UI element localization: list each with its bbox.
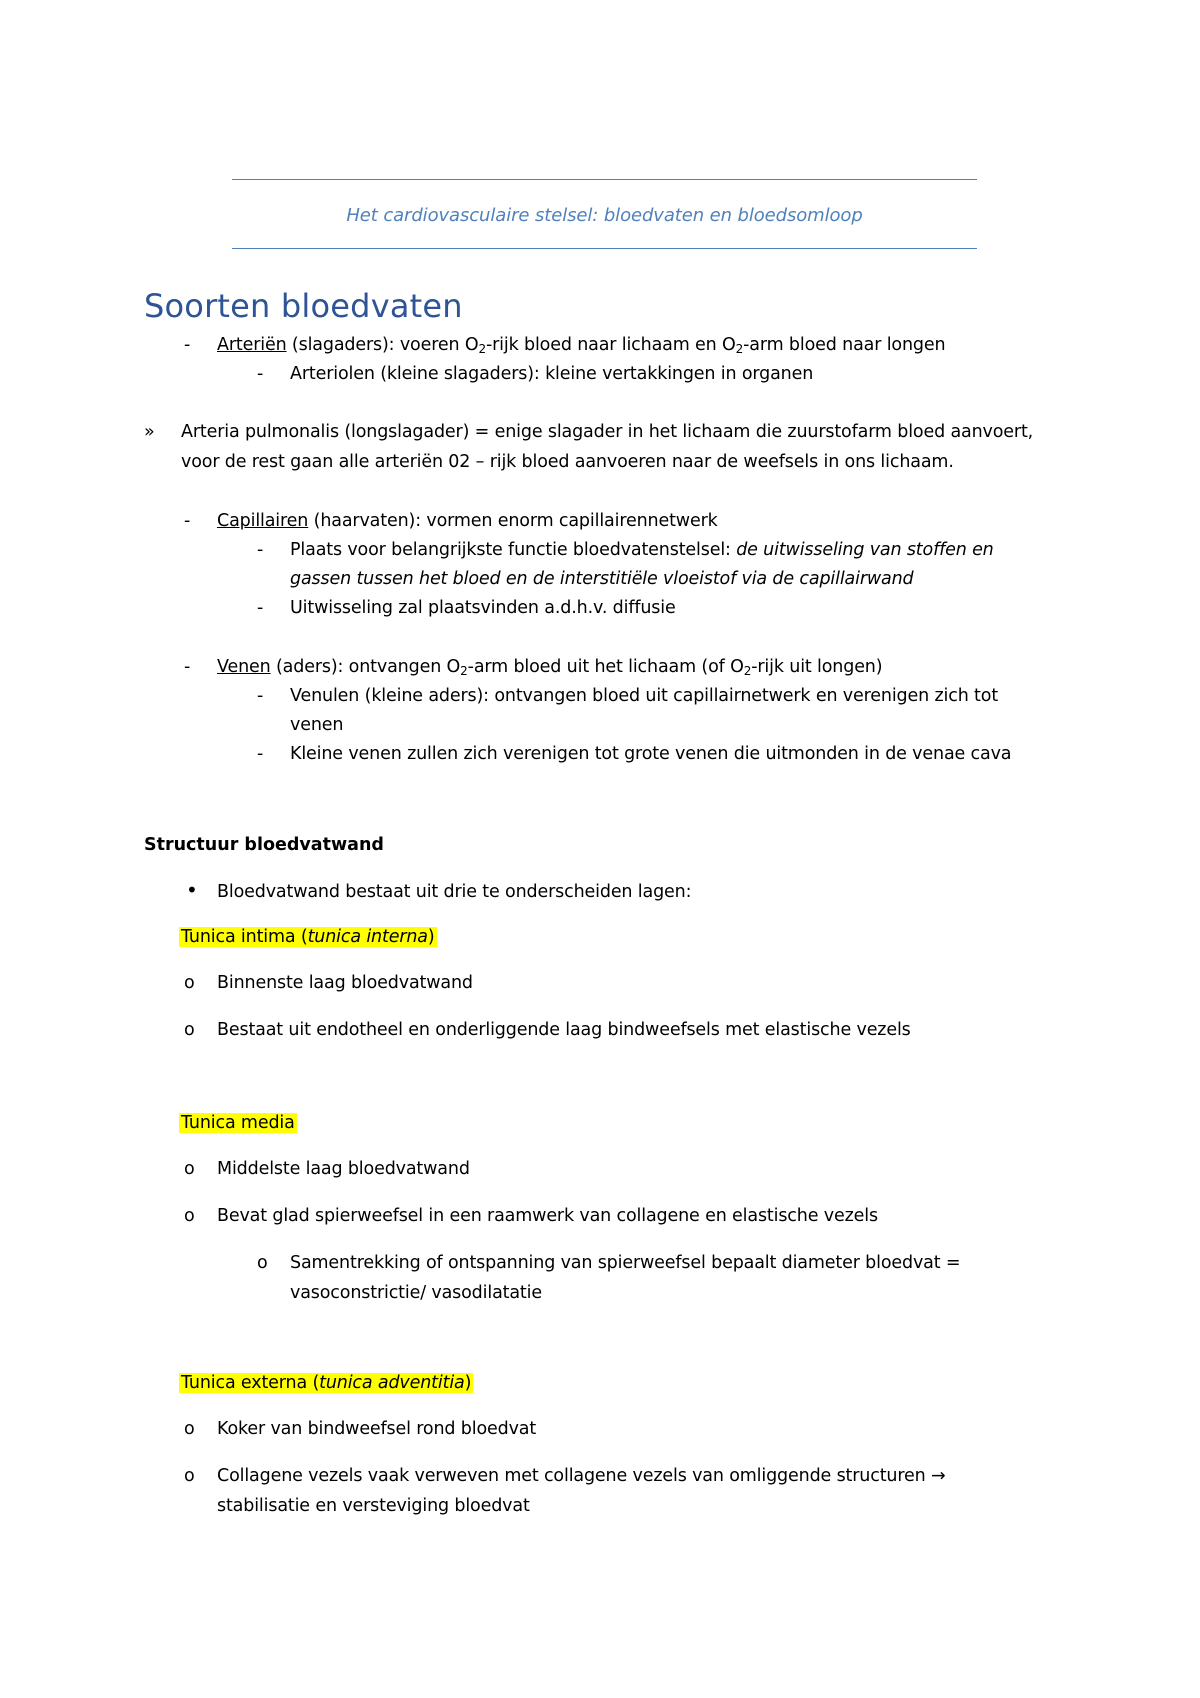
arrow-right-icon: → <box>931 1466 946 1486</box>
media-item-1: Middelste laag bloedvatwand <box>217 1159 470 1179</box>
header-rule-bottom <box>232 248 977 249</box>
list-marker: - <box>257 598 264 618</box>
media-subitem: Samentrekking of ontspanning van spierweefsel bepaalt diameter bloedvat = <box>290 1253 961 1273</box>
media-item-2: Bevat glad spierweefsel in een raamwerk van collagene en elastische vezels <box>217 1206 878 1226</box>
list-subitem-venulen-cont: venen <box>290 715 344 735</box>
list-subitem-venulen: Venulen (kleine aders): ontvangen bloed uit capillairnetwerk en verenigen zich tot <box>290 686 999 706</box>
circle-marker: o <box>184 1419 195 1439</box>
list-subitem-venae-cava: Kleine venen zullen zich verenigen tot grote venen die uitmonden in de venae cava <box>290 744 1012 764</box>
intima-item-1: Binnenste laag bloedvatwand <box>217 973 473 993</box>
term-venen: Venen <box>217 657 271 677</box>
list-subitem-functie: Plaats voor belangrijkste functie bloedvatenstelsel: de uitwisseling van stoffen en <box>290 540 994 560</box>
externa-item-2: Collagene vezels vaak verweven met collagene vezels van omliggende structuren → <box>217 1466 946 1486</box>
list-marker: - <box>257 686 264 706</box>
circle-marker: o <box>184 1159 195 1179</box>
list-subitem-arteriolen: Arteriolen (kleine slagaders): kleine vertakkingen in organen <box>290 364 814 384</box>
document-title: Het cardiovasculaire stelsel: bloedvaten en bloedsomloop <box>346 205 863 226</box>
list-marker: - <box>257 540 264 560</box>
list-subitem-functie-cont: gassen tussen het bloed en de interstitiële vloeistof via de capillairwand <box>290 569 914 589</box>
note-marker: » <box>144 422 155 442</box>
list-subitem-diffusie: Uitwisseling zal plaatsvinden a.d.h.v. diffusie <box>290 598 676 618</box>
term-capillairen: Capillairen <box>217 511 309 531</box>
list-item-venen: Venen (aders): ontvangen $O_2$-arm bloed uit het lichaam (of $O_2$-rijk uit longen) <box>217 657 883 678</box>
note-line-2: voor de rest gaan alle arteriën 02 – rijk bloed aanvoeren naar de weefsels in ons lichaam. <box>181 452 954 472</box>
circle-marker: o <box>184 973 195 993</box>
subheading-structuur: Structuur bloedvatwand <box>144 835 384 855</box>
list-marker: - <box>257 744 264 764</box>
bullet-marker: • <box>186 878 198 902</box>
label-tunica-externa: Tunica externa (tunica adventitia) <box>181 1373 472 1393</box>
list-marker: - <box>184 657 191 677</box>
list-item-arterien: Arteriën (slagaders): voeren $O_2$-rijk bloed naar lichaam en $O_2$-arm bloed naar longen <box>217 335 946 356</box>
header-rule-top <box>232 179 977 180</box>
circle-marker: o <box>184 1020 195 1040</box>
externa-item-1: Koker van bindweefsel rond bloedvat <box>217 1419 537 1439</box>
note-line-1: Arteria pulmonalis (longslagader) = enige slagader in het lichaam die zuurstofarm bloed aanvoert, <box>181 422 1034 442</box>
circle-marker: o <box>257 1253 268 1273</box>
circle-marker: o <box>184 1206 195 1226</box>
term-arterien: Arteriën <box>217 335 287 355</box>
label-tunica-media: Tunica media <box>181 1113 295 1133</box>
circle-marker: o <box>184 1466 195 1486</box>
label-tunica-intima: Tunica intima (tunica interna) <box>181 927 435 947</box>
list-marker: - <box>184 335 191 355</box>
list-item-capillairen: Capillairen (haarvaten): vormen enorm capillairennetwerk <box>217 511 718 531</box>
section-heading: Soorten bloedvaten <box>144 287 463 325</box>
list-marker: - <box>257 364 264 384</box>
intima-item-2: Bestaat uit endotheel en onderliggende laag bindweefsels met elastische vezels <box>217 1020 911 1040</box>
media-subitem-cont: vasoconstrictie/ vasodilatatie <box>290 1283 542 1303</box>
bullet-drie-lagen: Bloedvatwand bestaat uit drie te onderscheiden lagen: <box>217 882 692 902</box>
externa-item-2-cont: stabilisatie en versteviging bloedvat <box>217 1496 530 1516</box>
list-marker: - <box>184 511 191 531</box>
